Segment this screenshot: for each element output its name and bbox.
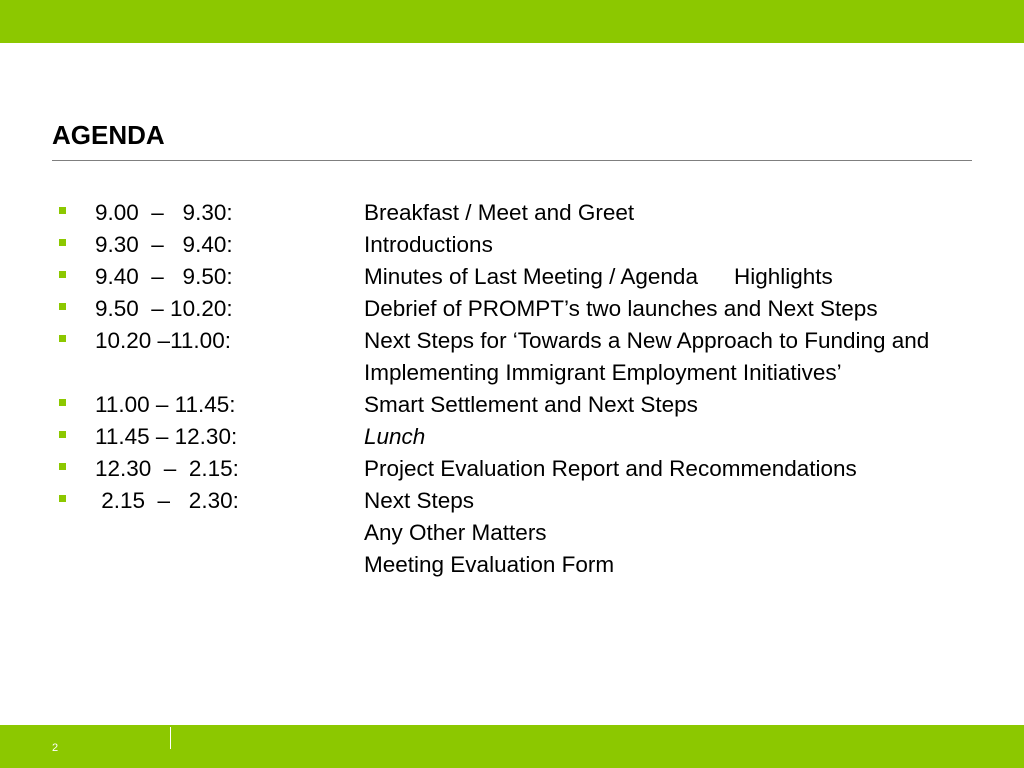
agenda-activity: Meeting Evaluation Form	[364, 552, 615, 577]
agenda-item	[52, 229, 992, 261]
agenda-time: 11.00 – 11.45:	[95, 392, 236, 417]
square-bullet-icon	[59, 431, 66, 438]
agenda-activity-part1: Minutes of Last Meeting / Agenda	[364, 264, 698, 289]
agenda-activity: Introductions	[364, 232, 493, 257]
agenda-activity: Smart Settlement and Next Steps	[364, 392, 698, 417]
agenda-item	[52, 389, 992, 421]
agenda-time: 10.20 –11.00:	[95, 328, 231, 353]
agenda-item	[52, 421, 992, 453]
agenda-time: 9.30 – 9.40:	[95, 232, 233, 257]
agenda-activity: Breakfast / Meet and Greet	[364, 200, 635, 225]
top-accent-bar	[0, 0, 1024, 43]
agenda-item	[52, 261, 992, 293]
agenda-item	[52, 293, 992, 325]
agenda-activity: Next Steps	[364, 488, 475, 513]
agenda-item	[52, 325, 992, 389]
agenda-activity: Next Steps for ‘Towards a New Approach to Funding and Implementing Immigrant Employment Initiatives’	[364, 328, 930, 385]
agenda-continuation	[52, 549, 992, 581]
agenda-item	[52, 485, 992, 517]
square-bullet-icon	[59, 335, 66, 342]
page-number: 2	[52, 742, 59, 754]
agenda-activity-part2: Highlights	[733, 264, 833, 289]
title-divider	[52, 160, 972, 161]
slide-title: AGENDA	[52, 120, 165, 150]
agenda-time: 2.15 – 2.30:	[95, 488, 239, 513]
square-bullet-icon	[59, 271, 66, 278]
agenda-time: 9.50 – 10.20:	[95, 296, 233, 321]
agenda-activity	[364, 261, 833, 293]
square-bullet-icon	[59, 239, 66, 246]
agenda-activity: Project Evaluation Report and Recommendations	[364, 456, 857, 481]
square-bullet-icon	[59, 495, 66, 502]
agenda-activity: Any Other Matters	[364, 520, 547, 545]
agenda-activity: Debrief of PROMPT’s two launches and Next Steps	[364, 296, 878, 321]
square-bullet-icon	[59, 303, 66, 310]
bottom-accent-bar	[0, 725, 1024, 768]
agenda-time: 12.30 – 2.15:	[95, 456, 239, 481]
agenda-item	[52, 197, 992, 229]
agenda-activity: Lunch	[364, 424, 426, 449]
square-bullet-icon	[59, 399, 66, 406]
square-bullet-icon	[59, 207, 66, 214]
agenda-time: 11.45 – 12.30:	[95, 424, 238, 449]
agenda-time: 9.40 – 9.50:	[95, 264, 233, 289]
square-bullet-icon	[59, 463, 66, 470]
agenda-list	[52, 197, 992, 581]
agenda-item	[52, 453, 992, 485]
footer-divider	[170, 727, 171, 749]
agenda-continuation	[52, 517, 992, 549]
agenda-time: 9.00 – 9.30:	[95, 200, 233, 225]
